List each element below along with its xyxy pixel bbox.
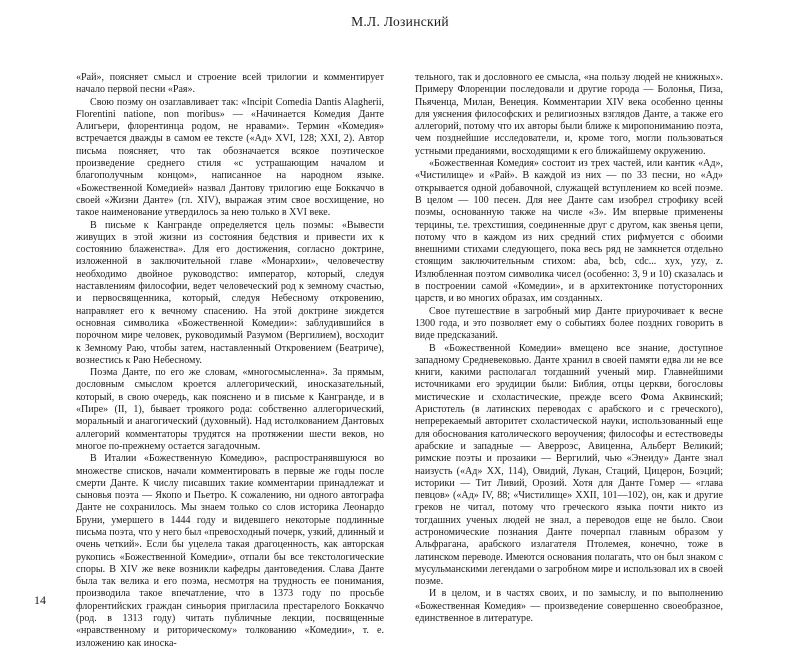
right-column (415, 72, 723, 625)
paragraph: Свое путешествие в загробный мир Данте приурочивает к весне 1300 года, и это позволяет ему о событиях более поздних говорить в виде предсказаний. (415, 305, 723, 342)
paragraph: Поэма Данте, по его же словам, «многосмысленна». За прямым, дословным смыслом кроется аллегорический, иносказательный, который, в свою очередь, как пояснено и в письме к Кангранде, и в «Пире» (II, 1), бывает троякого рода: собственно аллегорический, моральный и анагогический (духовный). Над истолкованием Дантовых аллегорий комментаторы трудятся на протяжении шести веков, но многое по-прежнему остается загадочным. (76, 367, 384, 452)
page-number: 14 (34, 593, 46, 607)
paragraph: Свою поэму он озаглавливает так: «Incipit Comedia Dantis Alagherii, Florentini natione, non moribus» — «Начинается Комедия Данте Алигьери, флорентинца родом, не нравами». Термин «Комедия» встречается дважды в самом ее тексте («Ад» XVI, 128; XXI, 2). Автор письма поясняет, что так обозначается всякое поэтическое произведение среднего стиля «с устрашающим началом и благополучным концом», написанное на народном языке. «Божественной Комедией» назвал Дантову трилогию еще Боккаччо в своей «Жизни Данте» (гл. XIV), выражая этим свое восхищение, но такое наименование утвердилось за нею только в XVI веке. (76, 96, 384, 219)
paragraph: И в целом, и в частях своих, и по замыслу, и по выполнению «Божественная Комедия» — произведение совершенно своеобразное, единственное в литературе. (415, 588, 723, 625)
paragraph: тельного, так и дословного ее смысла, «на пользу людей не книжных». Примеру Флоренции последовали и другие города — Болонья, Пиза, Пьяченца, Милан, Венеция. Комментарии XIV века особенно ценны для уяснения философских и религиозных взглядов Данте, а также его аллегорий, потому что их авторы были ближе к миропониманию поэта, чем позднейшие исследователи, и, кроме того, могли пользоваться устными преданиями, восходящими к его ближайшему окружению. (415, 72, 723, 157)
paragraph: «Рай», поясняет смысл и строение всей трилогии и комментирует начало первой песни «Рая». (76, 72, 384, 96)
paragraph: В письме к Кангранде определяется цель поэмы: «Вывести живущих в этой жизни из состояния бедствия и привести их к состоянию блаженства». Для его достижения, согласно доктрине, изложенной в заключительной главе «Монархии», человечеству необходимо двойное руководство: император, который, следуя наставлениям философии, ведет человеческий род к земному счастью, и первосвященника, который, следуя Небесному откровению, направляет его к вечному спасению. На этой доктрине зиждется основная символика «Божественной Комедии»: заблудившийся в порочном мире человек, руководимый Разумом (Вергилием), восходит к Земному Раю, чтобы затем, наставленный Откровением (Беатриче), вознестись к Раю Небесному. (76, 219, 384, 366)
running-header: М.Л. Лозинский (351, 14, 449, 29)
paragraph: В Италии «Божественную Комедию», распространявшуюся во множестве списков, начали комментировать в первые же годы после смерти Данте. К числу писавших такие комментарии принадлежат и сыновья поэта — Якопо и Пьетро. К сожалению, ни одного автографа Данте не сохранилось. Мы знаем только со слов историка Леонардо Бруни, умершего в 1444 году и видевшего некоторые подлинные письма поэта, что у него был «превосходный почерк, узкий, длинный и очень четкий». Если бы уцелела такая драгоценность, как авторская рукопись «Божественной Комедии», отпали бы все текстологические споры. В XIV же веке возникли кафедры дантоведения. Слава Данте была так велика и его поэма, несмотря на трудность ее понимания, производила такое впечатление, что в 1373 году по просьбе флорентийских граждан синьория пригласила престарелого Боккаччо (род. в 1313 году) читать публичные лекции, посвященные «нравственному и риторическому» толкованию «Комедии», т. е. изложению как иноска- (76, 453, 384, 649)
paragraph: В «Божественной Комедии» вмещено все знание, доступное западному Средневековью. Данте хранил в своей памяти едва ли не все книги, какими располагал тогдашний ученый мир. Главнейшими источниками его эрудиции были: Библия, отцы церкви, богословы мистические и схоластические, прежде всего Фома Аквинский; Аристотель (в латинских переводах с арабского и с греческого), непререкаемый авторитет схоластической науки, использованный еще для обоснования католического вероучения; философы и естествоведы арабские и западные — Аверроэс, Авиценна, Альберт Великий; римские поэты и прозаики — Вергилий, чью «Энеиду» Данте знал наизусть («Ад» XX, 114), Овидий, Лукан, Стаций, Цицерон, Боэций; историки — Тит Ливий, Орозий. Хотя для Данте Гомер — «глава певцов» («Ад» IV, 88; «Чистилище» XXII, 101—102), он, как и другие греков не читал, потому что греческого языка почти никто из тогдашних ученых людей не знал, а переводов еще не было. Свои астрономические познания Данте почерпал главным образом у Альфрагана, арабского излагателя Птолемея, конечно, тоже в латинском переводе. Имеются основания полагать, что он был знаком с мусульманскими легендами о загробном мире и использовал их в своей поэме. (415, 342, 723, 588)
left-column (76, 72, 384, 650)
paragraph: «Божественная Комедия» состоит из трех частей, или кантик «Ад», «Чистилище» и «Рай». В каждой из них — по 33 песни, но «Ад» открывается одной добавочной, служащей вступлением ко всей поэме. В целом — 100 песен. Для нее Данте сам изобрел строфику всей поэмы, основанную также на числе «3». Им впервые применены терцины, т.е. трехстишия, соединенные друг с другом, как звенья цепи, потому что в каждом из них средний стих рифмуется с обоими внешними стихами следующего, пока весь ряд не замкнется отдельно стоящим заключительным стихом: aba, bcb, cdc... xyx, yzy, z. Излюбленная поэтом символика чисел (особенно: 3, 9 и 10) сказалась и в построении самой «Комедии», и в архитектонике потусторонних царств, и во многих образах, им созданных. (415, 158, 723, 305)
